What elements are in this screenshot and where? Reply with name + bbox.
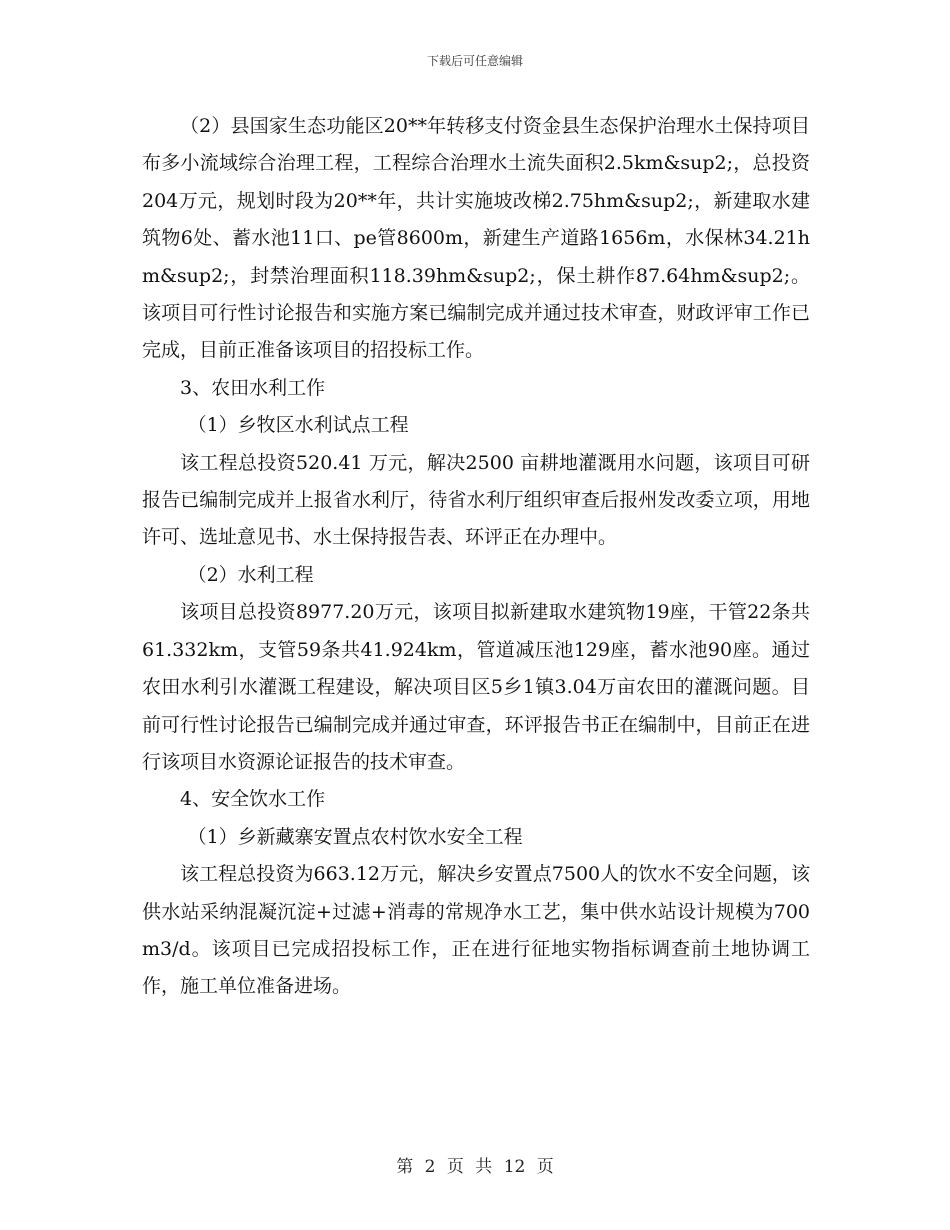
document-body xyxy=(142,108,810,1006)
header-note: 下载后可任意编辑 xyxy=(426,54,523,68)
subheading-resettlement-water: （1）乡新藏寨安置点农村饮水安全工程 xyxy=(187,825,523,848)
section-heading-drinking-water: 4、安全饮水工作 xyxy=(180,788,326,811)
paragraph-resettlement-water: 该工程总投资为663.12万元，解决乡安置点7500人的饮水不安全问题，该供水站采纳混凝沉淀+过滤+消毒的常规净水工艺，集中供水站设计规模为700m3/d。该项目已完成招投标工作，正在进行征地实物指标调查前土地协调工作，施工单位准备进场。 xyxy=(142,863,810,998)
subheading-water-project: （2）水利工程 xyxy=(187,563,314,586)
page-number-footer: 第 2 页 共 12 页 xyxy=(396,1157,554,1177)
subheading-pastoral-pilot: （1）乡牧区水利试点工程 xyxy=(187,414,409,437)
section-heading-farmland-water: 3、农田水利工作 xyxy=(180,376,326,399)
paragraph-water-project: 该项目总投资8977.20万元，该项目拟新建取水建筑物19座，干管22条共61.332km，支管59条共41.924km，管道减压池129座，蓄水池90座。通过农田水利引水灌溉工程建设，解决项目区5乡1镇3.04万亩农田的灌溉问题。目前可行性讨论报告已编制完成并通过审查，环评报告书正在编制中，目前正在进行该项目水资源论证报告的技术审查。 xyxy=(142,601,810,773)
paragraph-eco-project: （2）县国家生态功能区20**年转移支付资金县生态保护治理水土保持项目布多小流域综合治理工程，工程综合治理水土流失面积2.5km&sup2;，总投资204万元，规划时段为20**年，共计实施坡改梯2.75hm&sup2;，新建取水建筑物6处、蓄水池11口、pe管8600m，新建生产道路1656m，水保林34.21hm&sup2;，封禁治理面积118.39hm&sup2;，保土耕作87.64hm&sup2;。该项目可行性讨论报告和实施方案已编制完成并通过技术审查，财政评审工作已完成，目前正准备该项目的招投标工作。 xyxy=(142,115,810,362)
paragraph-pastoral-pilot: 该工程总投资520.41 万元，解决2500 亩耕地灌溉用水问题，该项目可研报告已编制完成并上报省水利厅，待省水利厅组织审查后报州发改委立项，用地许可、选址意见书、水土保持报告表、环评正在办理中。 xyxy=(142,451,810,549)
